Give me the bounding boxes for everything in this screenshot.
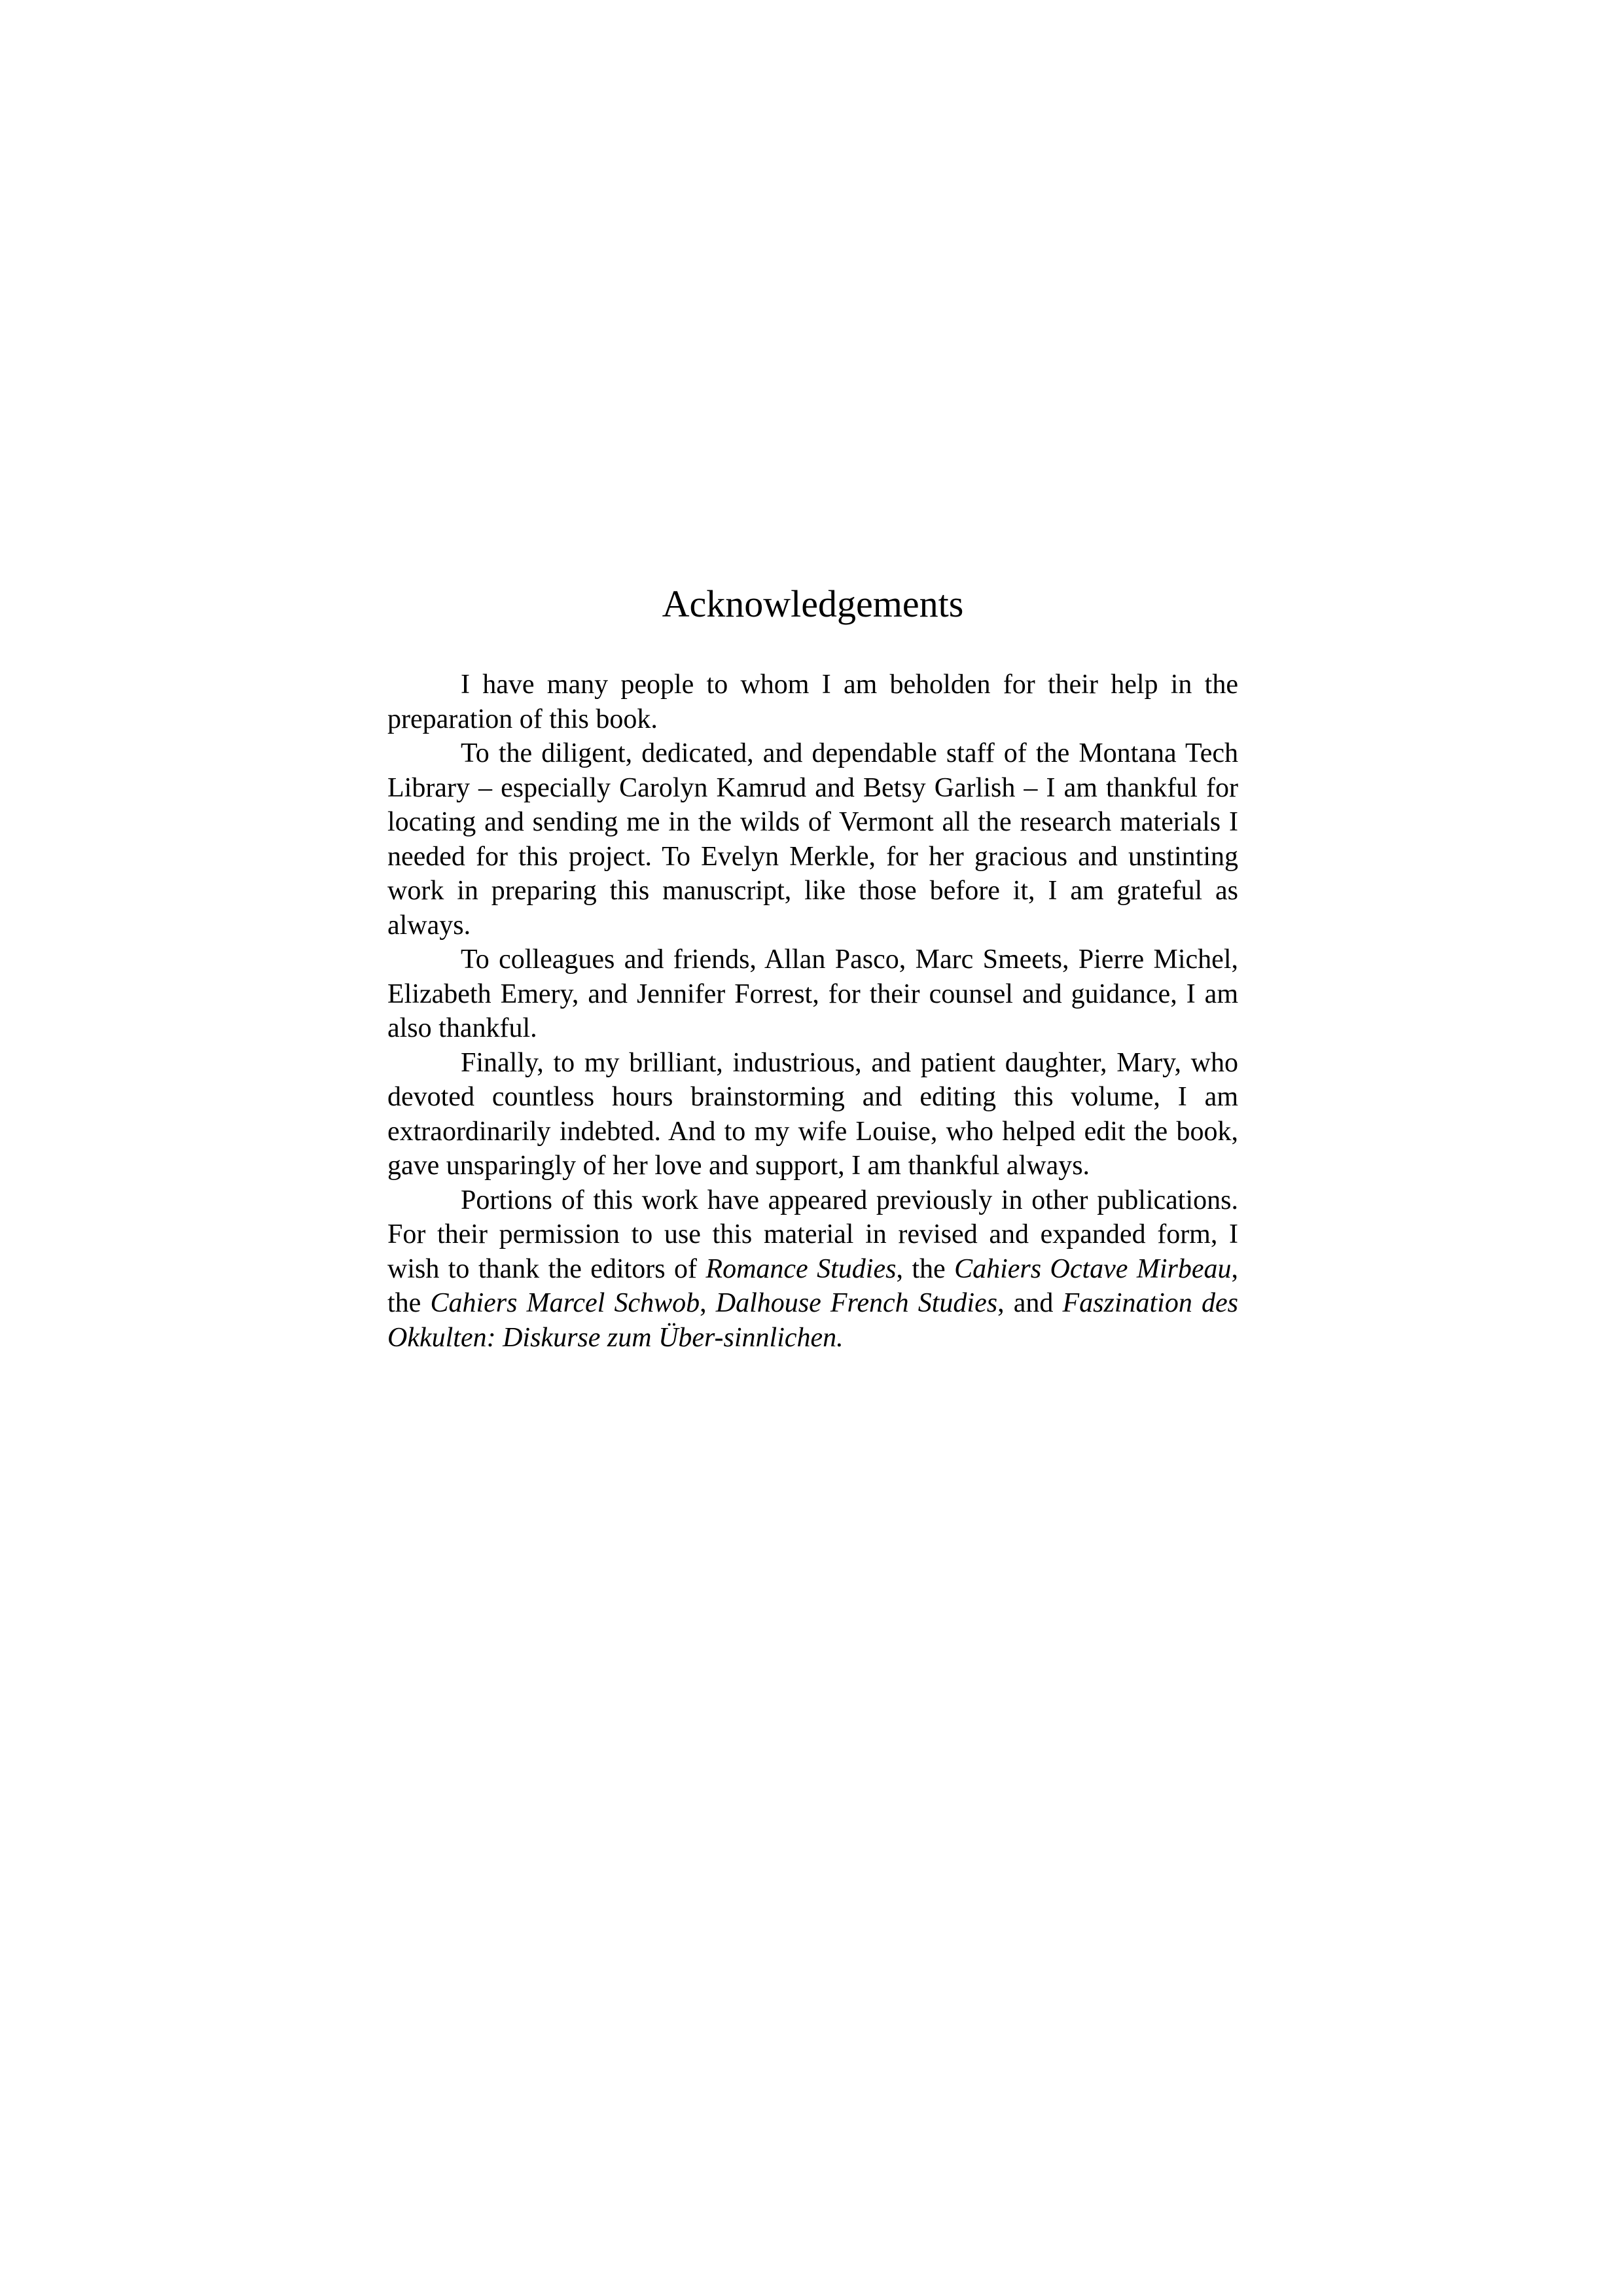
journal-title-cahiers-marcel-schwob: Cahiers Marcel Schwob bbox=[430, 1288, 700, 1318]
paragraph-5-text: , the bbox=[896, 1253, 955, 1284]
paragraph-5-text: , bbox=[700, 1288, 716, 1318]
paragraph-5-text: , and bbox=[997, 1288, 1063, 1318]
paragraph-4: Finally, to my brilliant, industrious, and patient daughter, Mary, who devoted countless hours brainstorming and editing this volume, I am extraordinarily indebted. And to my wife Louise, who helped edit the book, gave unsparingly of her love and support, I am thankful always. bbox=[387, 1047, 1238, 1181]
paragraph-5-text: Portions of this work have appeared previously in other publications. For their permission to use this material in revised and expanded form, I wish to thank the editors of bbox=[387, 1185, 1238, 1284]
paragraph-5-text: , the bbox=[387, 1253, 1238, 1318]
journal-title-cahiers-octave-mirbeau: Cahiers Octave Mirbeau bbox=[954, 1253, 1232, 1284]
page-title: Acknowledgements bbox=[662, 583, 964, 625]
paragraph-5 bbox=[387, 1183, 1238, 1355]
paragraph-1: I have many people to whom I am beholden for their help in the preparation of this book. bbox=[387, 670, 1238, 734]
journal-title-romance-studies: Romance Studies bbox=[705, 1253, 897, 1284]
book-title-faszination-des-okkulten: Faszination des Okkulten: Diskurse zum Über-sinnlichen. bbox=[387, 1288, 1238, 1353]
journal-title-dalhouse-french-studies: Dalhouse French Studies bbox=[715, 1288, 998, 1318]
paragraph-3: To colleagues and friends, Allan Pasco, Marc Smeets, Pierre Michel, Elizabeth Emery, and Jennifer Forrest, for their counsel and guidance, I am also thankful. bbox=[387, 944, 1238, 1043]
paragraph-2: To the diligent, dedicated, and dependable staff of the Montana Tech Library – especially Carolyn Kamrud and Betsy Garlish – I am thankful for locating and sending me in the wilds of Vermont all the research materials I needed for this project. To Evelyn Merkle, for her gracious and unstinting work in preparing this manuscript, like those before it, I am grateful as always. bbox=[387, 738, 1238, 941]
acknowledgements-section bbox=[387, 581, 1238, 1355]
